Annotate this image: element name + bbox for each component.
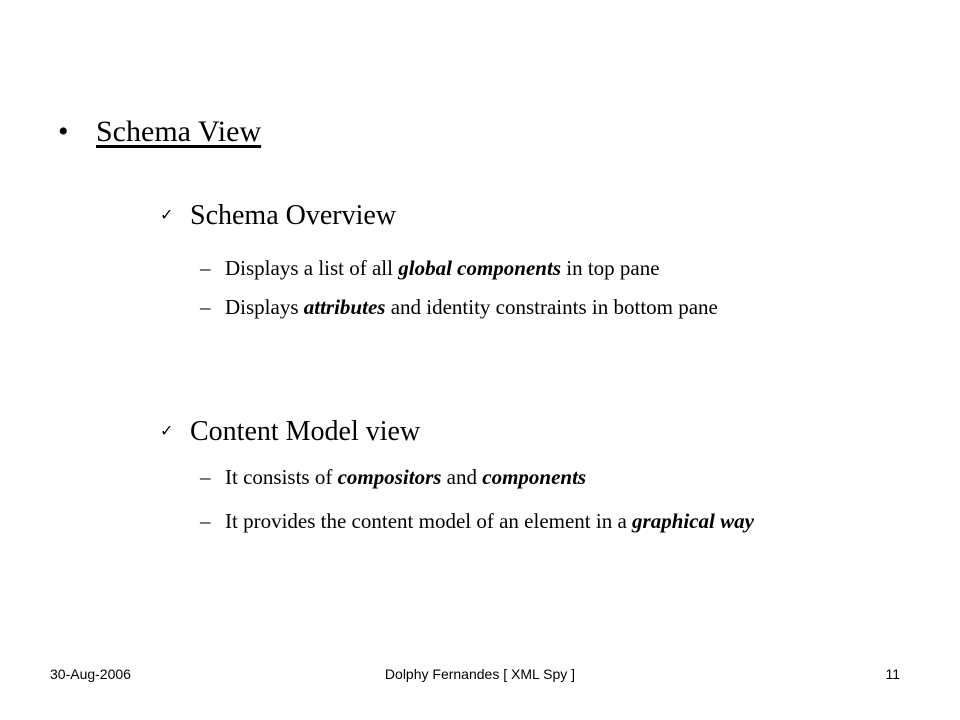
emphasis-text: compositors <box>337 465 442 489</box>
title-bullet: • <box>58 115 69 148</box>
emphasis-text: graphical way <box>632 509 754 533</box>
dash-marker: – <box>200 295 211 319</box>
footer-date: 30-Aug-2006 <box>50 666 131 682</box>
list-item-text: It provides the content model of an element in a graphical way <box>225 509 754 533</box>
list-item-text: Displays attributes and identity constraints in bottom pane <box>225 295 718 319</box>
list-item-text: Displays a list of all global components in top pane <box>225 256 660 280</box>
emphasis-text: components <box>482 465 587 489</box>
check-icon: ✓ <box>160 205 174 224</box>
emphasis-text: global components <box>398 256 561 280</box>
list-item-text: It consists of compositors and components <box>225 465 587 489</box>
footer-page-number: 11 <box>885 666 900 682</box>
check-icon: ✓ <box>160 421 174 440</box>
slide-title: Schema View <box>96 115 262 148</box>
emphasis-text: attributes <box>303 295 386 319</box>
section-heading: Schema Overview <box>190 200 397 231</box>
footer-title: Dolphy Fernandes [ XML Spy ] <box>384 666 576 682</box>
dash-marker: – <box>200 256 211 280</box>
section-heading: Content Model view <box>190 416 421 447</box>
dash-marker: – <box>200 509 211 533</box>
dash-marker: – <box>200 465 211 489</box>
